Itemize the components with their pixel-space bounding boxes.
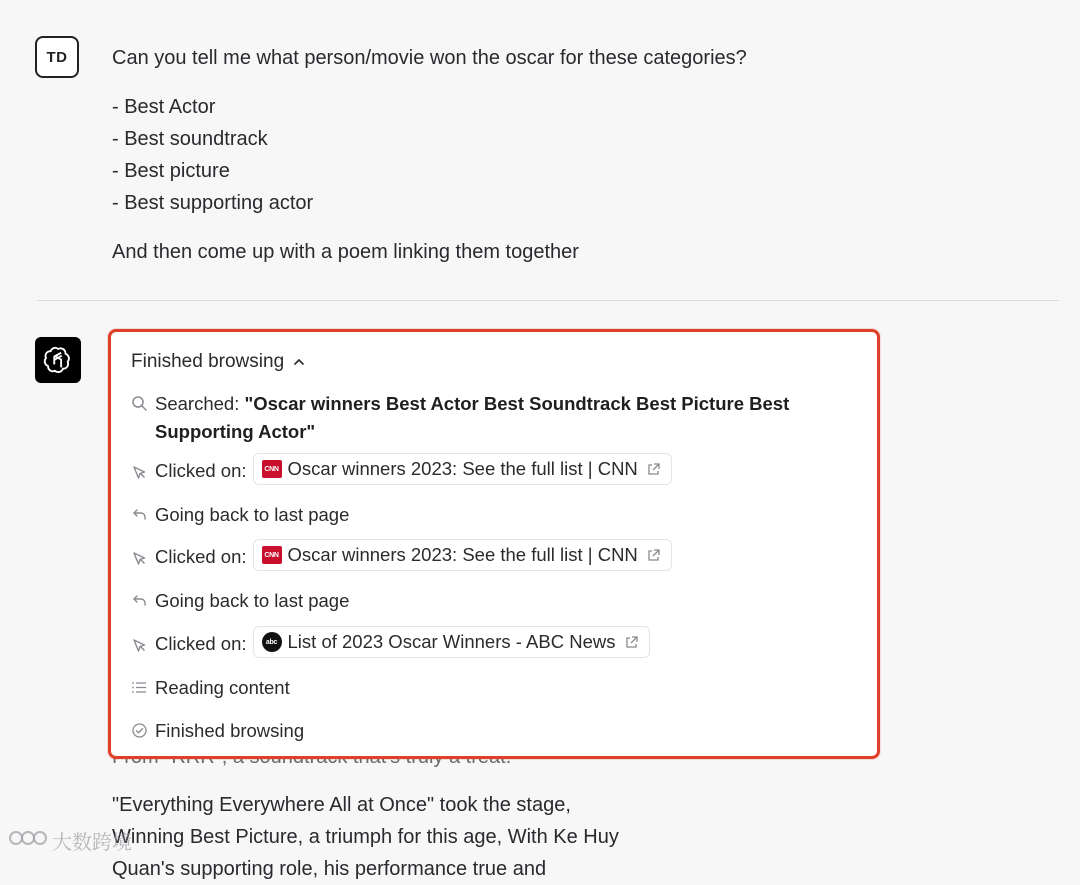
browse-step-click bbox=[129, 626, 650, 662]
search-icon bbox=[129, 393, 149, 413]
browse-step-click bbox=[129, 453, 672, 489]
step-label: Searched: bbox=[155, 393, 240, 414]
step-label: Finished browsing bbox=[155, 720, 305, 741]
chevron-up-icon bbox=[292, 355, 306, 369]
go-back-icon bbox=[129, 504, 149, 524]
step-label: Clicked on: bbox=[155, 546, 247, 567]
watermark bbox=[8, 826, 132, 855]
list-lines-icon bbox=[129, 677, 149, 697]
source-link-cnn[interactable] bbox=[253, 453, 672, 485]
browse-step-back bbox=[129, 501, 349, 529]
search-query: "Oscar winners Best Actor Best Soundtrack Best Picture Best bbox=[244, 393, 790, 414]
link-title: Oscar winners 2023: See the full list | CNN bbox=[287, 458, 638, 479]
go-back-icon bbox=[129, 590, 149, 610]
category-item: - Best Actor bbox=[112, 96, 216, 118]
external-link-icon bbox=[624, 635, 639, 650]
user-question: Can you tell me what person/movie won the oscar for these categories? bbox=[112, 47, 747, 69]
category-item: - Best picture bbox=[112, 160, 230, 182]
answer-line: Winning Best Picture, a triumph for this age, With Ke Huy bbox=[112, 826, 619, 848]
assistant-avatar bbox=[35, 337, 81, 383]
user-avatar: TD bbox=[35, 36, 79, 78]
browsing-header-label: Finished browsing bbox=[131, 351, 285, 372]
category-item: - Best supporting actor bbox=[112, 192, 314, 214]
external-link-icon bbox=[646, 548, 661, 563]
source-link-abc[interactable] bbox=[253, 626, 650, 658]
cursor-click-icon bbox=[129, 462, 149, 482]
user-followup: And then come up with a poem linking them together bbox=[112, 241, 579, 263]
browse-step-search bbox=[129, 390, 789, 446]
browse-step-click bbox=[129, 539, 672, 575]
cnn-logo: CNN bbox=[262, 546, 282, 564]
user-message bbox=[112, 42, 1012, 268]
step-label: Going back to last page bbox=[155, 590, 350, 611]
openai-logo-icon bbox=[43, 345, 73, 375]
assistant-answer bbox=[112, 741, 1012, 885]
browsing-panel bbox=[108, 329, 880, 759]
browse-step-back bbox=[129, 587, 349, 615]
watermark-text: 大数跨境 bbox=[52, 832, 132, 854]
browsing-toggle[interactable] bbox=[131, 351, 306, 373]
category-item: - Best soundtrack bbox=[112, 128, 268, 150]
browse-step-finished bbox=[129, 717, 304, 745]
abc-logo: abc bbox=[262, 632, 282, 652]
watermark-logo-icon bbox=[8, 827, 48, 855]
check-circle-icon bbox=[129, 720, 149, 740]
cursor-click-icon bbox=[129, 548, 149, 568]
link-title: Oscar winners 2023: See the full list | CNN bbox=[287, 544, 638, 565]
answer-line: "Everything Everywhere All at Once" took the stage, bbox=[112, 794, 571, 816]
external-link-icon bbox=[646, 462, 661, 477]
cursor-click-icon bbox=[129, 635, 149, 655]
step-label: Going back to last page bbox=[155, 504, 350, 525]
message-divider bbox=[37, 300, 1059, 301]
step-label: Clicked on: bbox=[155, 633, 247, 654]
source-link-cnn[interactable] bbox=[253, 539, 672, 571]
answer-line: Quan's supporting role, his performance true and bbox=[112, 858, 547, 880]
link-title: List of 2023 Oscar Winners - ABC News bbox=[287, 631, 616, 652]
browse-step-reading bbox=[129, 674, 290, 702]
step-label: Reading content bbox=[155, 677, 290, 698]
step-label: Clicked on: bbox=[155, 460, 247, 481]
cnn-logo: CNN bbox=[262, 460, 282, 478]
search-query-cont: Supporting Actor" bbox=[155, 421, 316, 442]
